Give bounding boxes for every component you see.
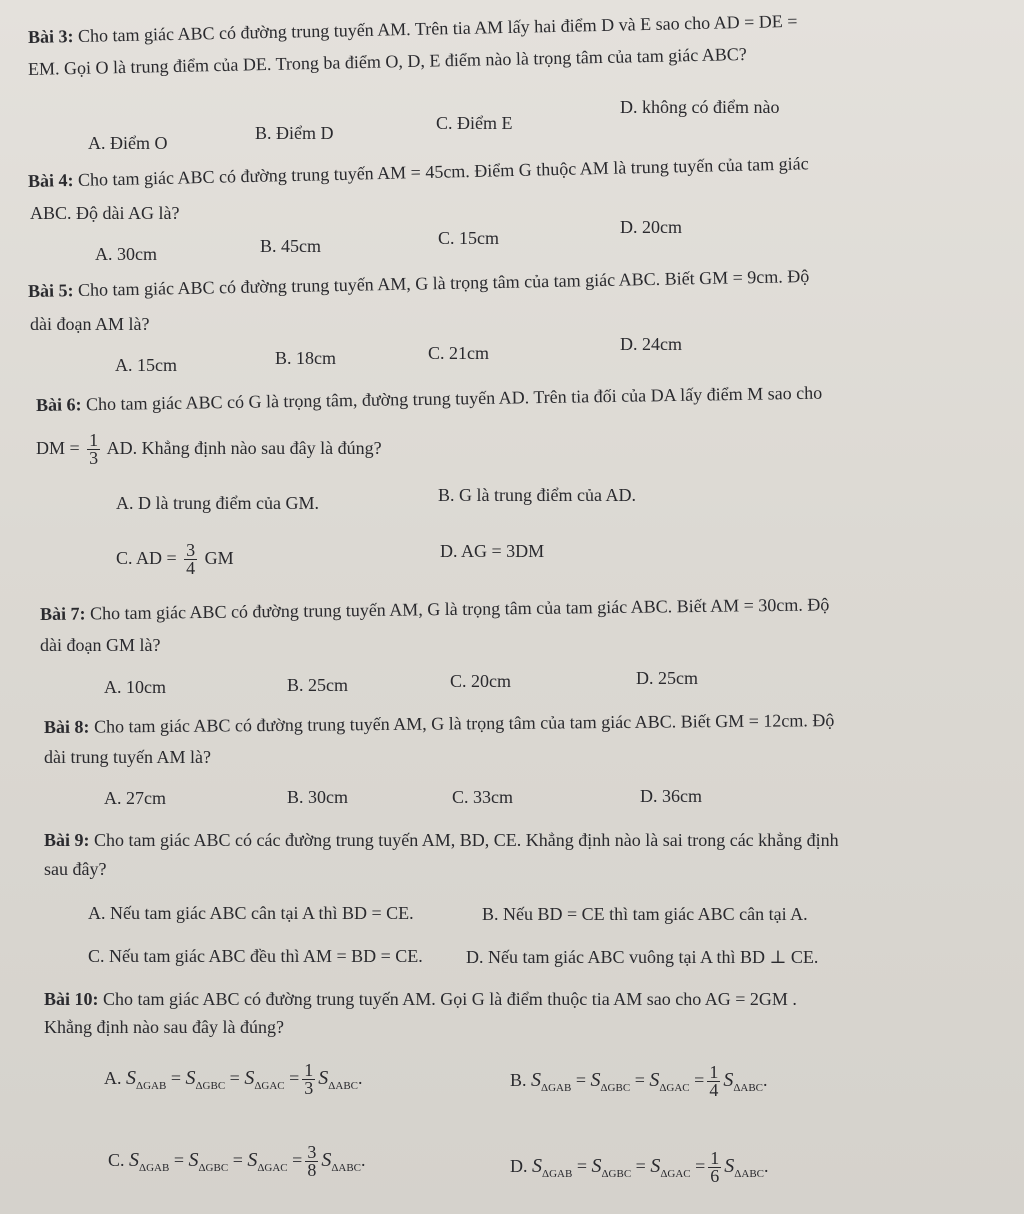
- q5-option-d: D. 24cm: [620, 334, 682, 354]
- q8-option-a: A. 27cm: [104, 788, 166, 808]
- q10-frac-den: 6: [710, 1166, 720, 1187]
- period: .: [361, 1150, 366, 1170]
- q10-frac-den: 8: [307, 1160, 317, 1181]
- sub-gac: ΔGAC: [257, 1162, 288, 1174]
- q10-option-b: [510, 1060, 768, 1108]
- q10-label: Bài 10:: [44, 989, 99, 1009]
- q10-opt-letter: D.: [510, 1156, 528, 1176]
- area-symbol: S: [244, 1067, 255, 1089]
- q8-text1: Cho tam giác ABC có đường trung tuyến AM, G là trọng tâm của tam giác ABC. Biết GM = 12cm. Độ: [93, 710, 835, 737]
- equals-sign: =: [173, 1150, 184, 1170]
- q10-frac-num: 3: [307, 1142, 317, 1163]
- equals-sign: =: [576, 1156, 587, 1176]
- q8-line1: [44, 709, 835, 738]
- q9-line1: [44, 829, 839, 851]
- area-symbol: S: [318, 1067, 329, 1089]
- q6-optc-post: GM: [204, 548, 234, 568]
- q6-frac-den: 3: [89, 448, 99, 469]
- area-symbol: S: [591, 1155, 602, 1177]
- area-symbol: S: [531, 1069, 542, 1091]
- q5-option-b: B. 18cm: [275, 348, 336, 368]
- q6-option-a: A. D là trung điểm của GM.: [116, 493, 319, 513]
- q10-text1: Cho tam giác ABC có đường trung tuyến AM. Gọi G là điểm thuộc tia AM sao cho AG = 2GM .: [103, 989, 797, 1009]
- q5-label: Bài 5:: [27, 280, 74, 301]
- q7-option-b: B. 25cm: [287, 675, 348, 695]
- sub-gac: ΔGAC: [254, 1080, 285, 1092]
- q10-fraction: [302, 1062, 315, 1097]
- q10-fraction: [707, 1064, 720, 1099]
- area-symbol: S: [188, 1149, 199, 1171]
- q6-optc-num: 3: [186, 540, 196, 561]
- q6-line2-post: AD. Khẳng định nào sau đây là đúng?: [106, 438, 382, 458]
- area-symbol: S: [590, 1069, 601, 1091]
- q4-label: Bài 4:: [27, 169, 74, 191]
- q4-line1: [28, 152, 809, 192]
- q3-option-a: A. Điểm O: [88, 133, 168, 153]
- q3-line2: EM. Gọi O là trung điểm của DE. Trong ba điểm O, D, E điểm nào là trọng tâm của tam giác ABC?: [27, 43, 747, 79]
- q9-label: Bài 9:: [44, 830, 90, 850]
- q10-line1: [44, 988, 797, 1010]
- q5-text1: Cho tam giác ABC có đường trung tuyến AM, G là trọng tâm của tam giác ABC. Biết GM = 9cm. Độ: [77, 266, 810, 301]
- q10-fraction: [708, 1150, 721, 1185]
- q5-line1: [28, 265, 810, 302]
- q7-option-d: D. 25cm: [636, 668, 698, 688]
- q8-option-d: D. 36cm: [640, 786, 702, 806]
- sub-abc: ΔABC: [733, 1082, 764, 1094]
- q6-optc-fraction: [184, 542, 197, 577]
- q3-text1: Cho tam giác ABC có đường trung tuyến AM. Trên tia AM lấy hai điểm D và E sao cho AD = DE =: [77, 10, 798, 46]
- q8-option-b: B. 30cm: [287, 787, 348, 807]
- q4-option-b: B. 45cm: [260, 236, 321, 256]
- q6-option-b: B. G là trung điểm của AD.: [438, 485, 636, 505]
- q9-option-d: D. Nếu tam giác ABC vuông tại A thì BD ⊥ CE.: [466, 947, 819, 967]
- equals-sign: =: [292, 1150, 303, 1170]
- sub-gbc: ΔGBC: [600, 1082, 631, 1094]
- q5-option-a: A. 15cm: [115, 355, 177, 375]
- q10-frac-num: 1: [710, 1148, 720, 1169]
- area-symbol: S: [126, 1067, 136, 1089]
- q6-optc-pre: C. AD =: [116, 548, 177, 568]
- q6-frac-num: 1: [89, 430, 99, 451]
- sub-gab: ΔGAB: [541, 1082, 572, 1094]
- q10-option-c: [108, 1140, 366, 1188]
- area-symbol: S: [129, 1149, 140, 1171]
- area-symbol: S: [649, 1069, 660, 1091]
- q10-opt-letter: B.: [510, 1070, 527, 1090]
- equals-sign: =: [575, 1070, 586, 1090]
- sub-gbc: ΔGBC: [601, 1168, 632, 1180]
- q10-frac-den: 4: [709, 1080, 719, 1101]
- area-symbol: S: [321, 1149, 332, 1171]
- q10-frac-num: 1: [304, 1060, 314, 1081]
- q3-label: Bài 3:: [27, 26, 74, 47]
- q9-line2: sau đây?: [44, 859, 107, 879]
- q7-option-c: C. 20cm: [450, 671, 511, 691]
- q10-frac-num: 1: [709, 1062, 719, 1083]
- q10-option-d: [510, 1146, 769, 1194]
- area-symbol: S: [724, 1155, 735, 1177]
- q7-option-a: A. 10cm: [104, 677, 166, 697]
- q8-label: Bài 8:: [43, 716, 90, 737]
- q7-text1: Cho tam giác ABC có đường trung tuyến AM, G là trọng tâm của tam giác ABC. Biết AM = 30cm. Độ: [89, 594, 830, 624]
- area-symbol: S: [247, 1149, 258, 1171]
- q10-option-a: [104, 1058, 363, 1106]
- equals-sign: =: [170, 1068, 181, 1088]
- q3-line1: [28, 10, 798, 48]
- equals-sign: =: [634, 1070, 645, 1090]
- equals-sign: =: [289, 1068, 300, 1088]
- sub-abc: ΔABC: [734, 1168, 764, 1180]
- area-symbol: S: [723, 1069, 734, 1091]
- q10-frac-den: 3: [304, 1078, 314, 1099]
- q3-option-d: D. không có điểm nào: [620, 97, 780, 117]
- q6-text1: Cho tam giác ABC có G là trọng tâm, đường trung tuyến AD. Trên tia đối của DA lấy điểm M sao cho: [85, 382, 823, 415]
- equals-sign: =: [695, 1156, 706, 1176]
- sub-gab: ΔGAB: [542, 1168, 573, 1180]
- q5-line2: dài đoạn AM là?: [30, 314, 150, 334]
- period: .: [358, 1068, 363, 1088]
- q9-option-a: A. Nếu tam giác ABC cân tại A thì BD = CE.: [88, 903, 414, 923]
- area-symbol: S: [532, 1155, 542, 1177]
- sub-gbc: ΔGBC: [195, 1080, 226, 1092]
- q9-option-b: B. Nếu BD = CE thì tam giác ABC cân tại A.: [482, 904, 808, 924]
- q10-fraction: [305, 1144, 318, 1179]
- sub-abc: ΔABC: [331, 1162, 362, 1174]
- q6-option-c: [116, 540, 234, 577]
- q7-label: Bài 7:: [39, 603, 86, 624]
- period: .: [764, 1156, 769, 1176]
- q6-optc-den: 4: [186, 558, 196, 579]
- q6-label: Bài 6:: [35, 394, 82, 415]
- q6-line2-pre: DM =: [36, 438, 80, 458]
- q10-line2: Khẳng định nào sau đây là đúng?: [44, 1017, 284, 1037]
- q4-option-c: C. 15cm: [438, 228, 499, 248]
- q10-opt-letter: C.: [108, 1150, 125, 1170]
- q9-option-c: C. Nếu tam giác ABC đều thì AM = BD = CE.: [88, 946, 423, 966]
- sub-gac: ΔGAC: [660, 1168, 691, 1180]
- sub-gbc: ΔGBC: [198, 1162, 229, 1174]
- q6-fraction: [87, 432, 100, 467]
- q4-option-d: D. 20cm: [620, 217, 682, 237]
- q8-line2: dài trung tuyến AM là?: [44, 747, 211, 767]
- q3-option-c: C. Điểm E: [436, 113, 513, 133]
- equals-sign: =: [694, 1070, 705, 1090]
- sub-gac: ΔGAC: [659, 1082, 690, 1094]
- q6-option-d: D. AG = 3DM: [440, 541, 545, 561]
- equals-sign: =: [635, 1156, 646, 1176]
- equals-sign: =: [232, 1150, 243, 1170]
- q10-opt-letter: A.: [104, 1068, 122, 1088]
- q4-option-a: A. 30cm: [95, 244, 157, 264]
- q4-line2: ABC. Độ dài AG là?: [30, 203, 180, 223]
- q8-option-c: C. 33cm: [452, 787, 513, 807]
- q7-line1: [40, 593, 830, 625]
- q6-line2: [36, 430, 382, 467]
- area-symbol: S: [185, 1067, 196, 1089]
- q4-text1: Cho tam giác ABC có đường trung tuyến AM = 45cm. Điểm G thuộc AM là trung tuyến của tam giác: [77, 153, 809, 190]
- period: .: [763, 1070, 768, 1090]
- q5-option-c: C. 21cm: [428, 343, 489, 363]
- q6-line1: [36, 382, 822, 416]
- q3-option-b: B. Điểm D: [255, 123, 334, 143]
- area-symbol: S: [650, 1155, 661, 1177]
- sub-gab: ΔGAB: [139, 1162, 170, 1174]
- q9-text1: Cho tam giác ABC có các đường trung tuyến AM, BD, CE. Khẳng định nào là sai trong các khẳng định: [94, 830, 839, 850]
- equals-sign: =: [229, 1068, 240, 1088]
- sub-abc: ΔABC: [328, 1080, 358, 1092]
- q7-line2: dài đoạn GM là?: [40, 635, 161, 655]
- sub-gab: ΔGAB: [136, 1080, 167, 1092]
